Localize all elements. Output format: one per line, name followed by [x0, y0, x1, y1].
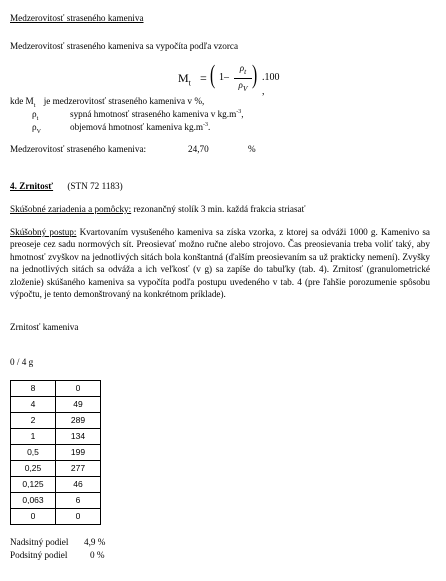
sieve-table	[10, 380, 101, 525]
section-heading-porosity: Medzerovitosť straseného kameniva	[10, 13, 144, 23]
table-row: 4 49	[11, 397, 101, 413]
oversize-value: 4,9 %	[84, 537, 106, 547]
porosity-result-label: Medzerovitosť straseného kameniva:	[10, 144, 147, 154]
definition-rho-v: $\rho_V$ objemová hmotnosť kameniva $kg.m^{-3}$.	[32, 122, 211, 135]
table-row: 8 0	[11, 381, 101, 397]
table-row: 0 0	[11, 509, 101, 525]
grading-subheading: Zrnitosť kameniva	[10, 322, 79, 332]
undersize-label: Podsitný podiel	[10, 550, 68, 560]
table-row: 1 134	[11, 429, 101, 445]
formula-equals: =	[200, 71, 207, 85]
oversize-label: Nadsitný podiel	[10, 537, 69, 547]
fraction-label: 0 / 4 g	[10, 357, 34, 367]
undersize-value: 0 %	[90, 550, 105, 560]
formula-tail: .100 ,	[262, 72, 280, 97]
definition-mt: kde $M_t$ je medzerovitosť straseného kameniva v %,	[10, 96, 205, 109]
table-row: 0,125 46	[11, 477, 101, 493]
formula-lhs: $M_t$	[178, 71, 191, 88]
table-row: 0,063 6	[11, 493, 101, 509]
definition-rho-t: $\rho_t$ sypná hmotnosť straseného kameniva v $kg.m^{-3}$,	[32, 109, 244, 122]
porosity-result-unit: %	[248, 144, 256, 154]
porosity-intro: Medzerovitosť straseného kameniva sa vypočíta podľa vzorca	[10, 41, 239, 51]
table-row: 0,25 277	[11, 461, 101, 477]
table-row: 2 289	[11, 413, 101, 429]
table-row: 0,5 199	[11, 445, 101, 461]
section-heading-grading: 4. Zrnitosť (STN 72 1183)	[10, 181, 123, 191]
formula-left-paren: (	[210, 60, 216, 89]
procedure-paragraph: Skúšobný postup: Kvartovaním vysušeného kameniva sa získa vzorka, z ktorej sa odváži 1000 g. Kamenivo sa preoseje cez sadu normových sít. Preosievať možno ručne alebo strojovo. Čas preosievania treba voliť taký, aby hmotnosť zvyškov na jednotlivých sitách bola konštantná (ďalším preosievaním sa už prakticky nemení). Zvyšky na jednotlivých sitách sa odváža a ich veľkosť (v g) sa zapíše do tabuľky (tab. 4). Zrnitosť (granulometrické zloženie) skúšaného kameniva sa vypočíta podľa postupu uvedeného v tab. 4 (pre ľahšie porozumenie spôsobu výpočtu, je tento demonštrovaný na konkrétnom príklade).	[10, 227, 430, 300]
formula-fraction: $\frac{\rho_t}{\rho_V}$	[234, 62, 252, 94]
equipment-line: Skúšobné zariadenia a pomôcky: rezonančný stolík 3 min. každá frakcia striasať	[10, 204, 306, 214]
formula-right-paren: )	[252, 60, 258, 89]
formula-one-minus: 1–	[219, 72, 229, 83]
porosity-result-value: 24,70	[188, 144, 209, 154]
